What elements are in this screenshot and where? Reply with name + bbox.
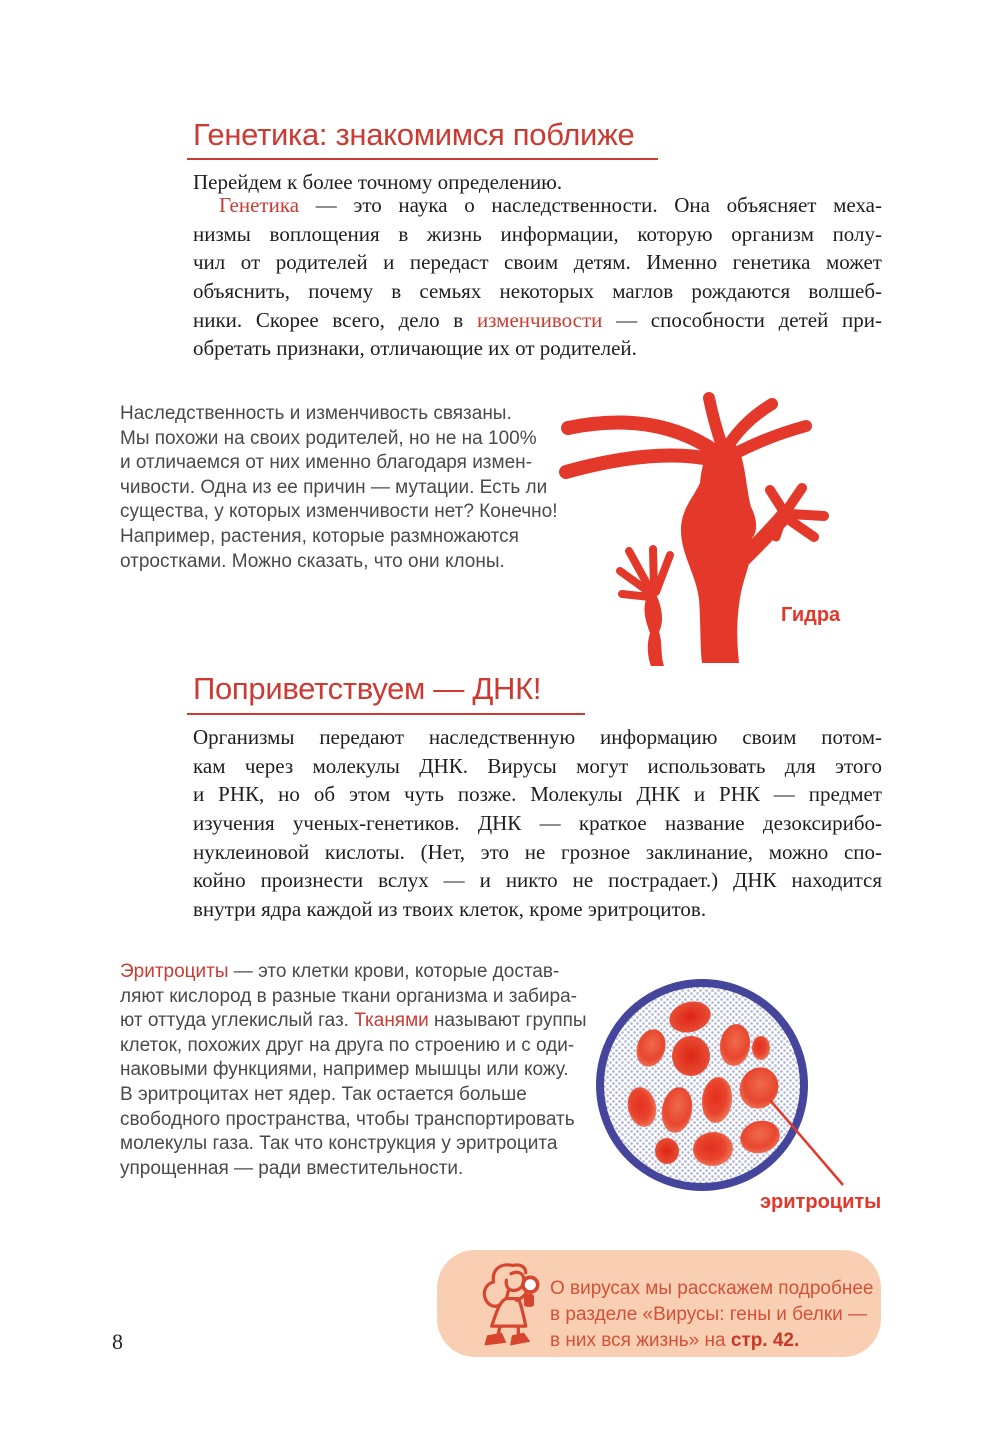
section-title-genetics: Генетика: знакомимся поближе bbox=[193, 117, 635, 152]
text-line: обретать признаки, отличающие их от родителей. bbox=[193, 336, 637, 361]
erythrocytes-caption: эритроциты bbox=[760, 1191, 882, 1213]
callout-text bbox=[550, 1276, 873, 1354]
intro-paragraph: Перейдем к более точному определению. bbox=[193, 170, 563, 194]
text-line: клеток, похожих друг на друга по строению и с оди- bbox=[120, 1034, 575, 1056]
text-line: свободного пространства, чтобы транспортировать bbox=[120, 1108, 575, 1130]
cross-reference-callout bbox=[437, 1250, 881, 1357]
text-line: в них вся жизнь» на стр. 42. bbox=[550, 1330, 800, 1351]
text-line: Мы похожи на своих родителей, но не на 100% bbox=[120, 427, 537, 449]
text-line: в разделе «Вирусы: гены и белки — bbox=[550, 1304, 868, 1325]
genetics-paragraph bbox=[193, 191, 882, 363]
text-line: наковыми функциями, например мышцы или кожу. bbox=[120, 1059, 569, 1081]
erythrocytes-note bbox=[120, 960, 587, 1181]
heredity-note bbox=[120, 402, 557, 574]
text-line: чивости. Одна из ее причин — мутации. Есть ли bbox=[120, 476, 548, 498]
text-line: чил от родителей и передаст своим детям. Именно генетика может bbox=[193, 250, 882, 275]
text-line: объяснить, почему в семьях некоторых маглов рождаются волшеб- bbox=[193, 279, 882, 304]
text-line: Эритроциты — это клетки крови, которые достав- bbox=[120, 961, 560, 982]
text-line: упрощенная — ради вместительности. bbox=[120, 1157, 464, 1179]
text-line: Генетика — это наука о наследственности. Она объясняет меха- bbox=[219, 193, 882, 217]
text-line: отростками. Можно сказать, что они клоны. bbox=[120, 550, 505, 572]
title-underline bbox=[187, 158, 658, 160]
hydra-caption: Гидра bbox=[781, 604, 841, 626]
text-line: существа, у которых изменчивости нет? Конечно! bbox=[120, 501, 558, 523]
blood-cells-illustration bbox=[585, 965, 885, 1205]
text-line: ники. Скорее всего, дело в изменчивости — способности детей при- bbox=[193, 307, 882, 332]
hydra-illustration bbox=[556, 388, 896, 673]
blood-cells-drawing bbox=[585, 965, 885, 1205]
text-line: молекулы газа. Так что конструкция у эритроцита bbox=[120, 1133, 558, 1155]
text-line: ют оттуда углекислый газ. Тканями называют группы bbox=[120, 1010, 587, 1032]
text-line: нуклеиновой кислоты. (Нет, это не грозное заклинание, можно спо- bbox=[193, 839, 882, 864]
text-line: койно произнести вслух — и никто не пострадает.) ДНК находится bbox=[193, 868, 882, 893]
hydra-drawing bbox=[556, 388, 896, 673]
page-number: 8 bbox=[112, 1329, 123, 1354]
text-line: внутри ядра каждой из твоих клеток, кроме эритроцитов. bbox=[193, 897, 707, 922]
section-title-dna: Поприветствуем — ДНК! bbox=[193, 671, 542, 706]
text-line: О вирусах мы расскажем подробнее bbox=[550, 1278, 874, 1299]
text-line: ляют кислород в разные ткани организма и забира- bbox=[120, 985, 578, 1007]
text-line: и РНК, но об этом чуть позже. Молекулы ДНК и РНК — предмет bbox=[193, 782, 882, 807]
text-line: Организмы передают наследственную информацию своим потом- bbox=[193, 725, 882, 749]
title-underline bbox=[187, 713, 585, 715]
dna-paragraph bbox=[193, 723, 882, 924]
text-line: кам через молекулы ДНК. Вирусы могут использовать для этого bbox=[193, 753, 882, 778]
hydra-body bbox=[681, 440, 756, 663]
text-line: низмы воплощения в жизнь информации, которую организм полу- bbox=[193, 221, 882, 246]
hydra-bud-body bbox=[644, 594, 664, 666]
text-line: Например, растения, которые размножаются bbox=[120, 525, 519, 547]
text-line: В эритроцитах нет ядер. Так остается больше bbox=[120, 1083, 527, 1105]
text-line: Наследственность и изменчивость связаны. bbox=[120, 403, 512, 424]
text-line: и отличаемся от них именно благодаря измен- bbox=[120, 452, 532, 474]
person-with-magnifier-icon bbox=[465, 1258, 557, 1352]
text-line: изучения ученых-генетиков. ДНК — краткое название дезоксирибо- bbox=[193, 811, 882, 836]
